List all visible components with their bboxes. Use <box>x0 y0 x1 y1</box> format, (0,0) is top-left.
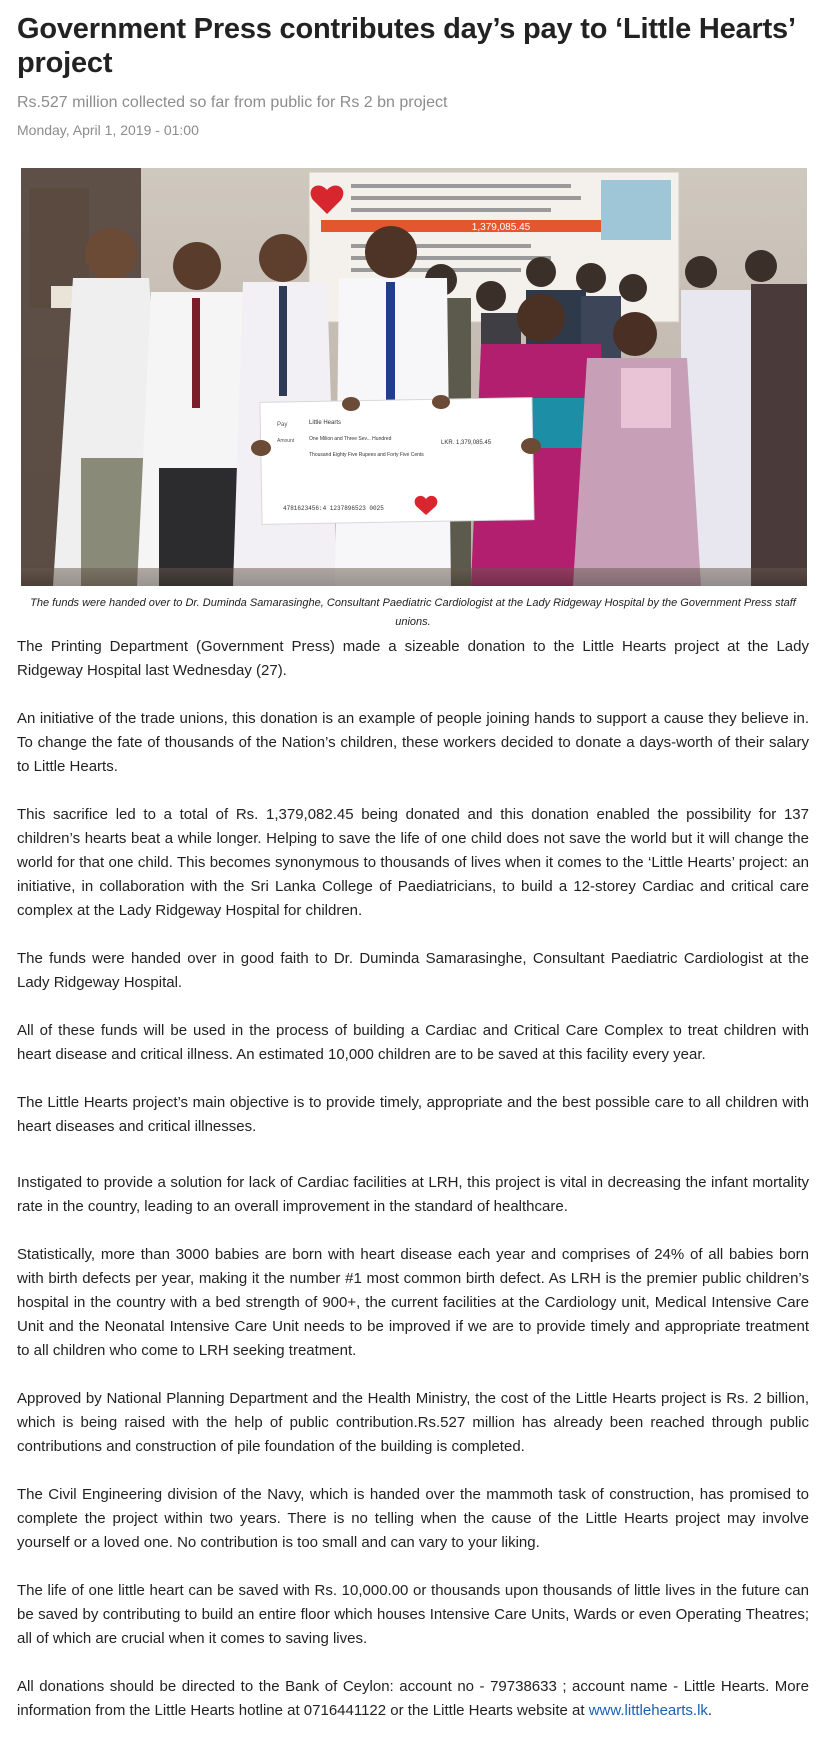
final-paragraph-end: . <box>707 1702 713 1719</box>
cheque-amount-label: Amount <box>277 438 295 444</box>
article-photo <box>21 168 807 586</box>
paragraph: The life of one little heart can be saved with Rs. 10,000.00 or thousands upon thousands of little lives in the future can be saved by contributing to build an entire floor which houses Intensive Care Units, Wards or even Operating Theatres; all of which are crucial when it comes to saving lives. <box>17 1582 809 1647</box>
paragraph: The Civil Engineering division of the Navy, which is handed over the mammoth task of construction, has promised to complete the project within two years. There is no telling when the cause of the Little Hearts project may involve yourself or a loved one. No contribution is too small and can vary to your liking. <box>17 1486 809 1551</box>
paragraph: This sacrifice led to a total of Rs. 1,379,082.45 being donated and this donation enabled the possibility for 137 children’s hearts beat a while longer. Helping to save the life of one child does not save the world but it will change the world for that one child. This becomes synonymous to thousands of lives when it comes to the ‘Little Hearts’ project: an initiative, in collaboration with the Sri Lanka College of Paediatricians, to build a 12-storey Cardiac and critical care complex at the Lady Ridgeway Hospital for children. <box>17 806 809 919</box>
article-subtitle: Rs.527 million collected so far from public for Rs 2 bn project <box>17 94 448 111</box>
paragraph: Statistically, more than 3000 babies are born with heart disease each year and comprises of 24% of all babies born with birth defects per year, making it the number #1 most common birth defect. As LRH is the premier public children’s hospital in the country with a bed strength of 900+, the current facilities at the Cardiology unit, Medical Intensive Care Unit and the Neonatal Intensive Care Unit needs to be improved if we are to provide timely and appropriate treatment to all children who come to LRH seeking treatment. <box>17 1246 809 1359</box>
final-paragraph-text: All donations should be directed to the Bank of Ceylon: account no - 79738633 ; account name - Little Hearts. More information from the Little Hearts hotline at 0716441122 or the Little Hearts website at <box>17 1678 809 1719</box>
article-date: Monday, April 1, 2019 - 01:00 <box>17 122 199 138</box>
photo-illustration <box>21 168 807 586</box>
paragraph: The Little Hearts project’s main objective is to provide timely, appropriate and the best possible care to all children with heart diseases and critical illnesses. <box>17 1094 809 1135</box>
paragraph-final <box>17 1675 809 1723</box>
paragraph: Instigated to provide a solution for lack of Cardiac facilities at LRH, this project is vital in decreasing the infant mortality rate in the country, leading to an overall improvement in the standard of healthcare. <box>17 1174 809 1215</box>
cheque-payee: Little Hearts <box>309 420 342 426</box>
website-link[interactable]: www.littlehearts.lk <box>588 1702 708 1719</box>
paragraph: The funds were handed over in good faith to Dr. Duminda Samarasinghe, Consultant Paediatric Cardiologist at the Lady Ridgeway Hospital. <box>17 950 809 991</box>
paragraph: The Printing Department (Government Press) made a sizeable donation to the Little Hearts project at the Lady Ridgeway Hospital last Wednesday (27). <box>17 638 809 679</box>
cheque-pay-label: Pay <box>277 422 288 428</box>
paragraph: An initiative of the trade unions, this donation is an example of people joining hands to support a cause they believe in. To change the fate of thousands of the Nation’s children, these workers decided to donate a days-worth of their salary to Little Hearts. <box>17 710 809 775</box>
cheque-amount-figure: LKR. 1,379,085.45 <box>441 440 492 446</box>
article-title: Government Press contributes day’s pay to ‘Little Hearts’ project <box>17 13 795 79</box>
cheque-micr: 4781623456:4 1237896523 0025 <box>283 505 384 512</box>
cheque-amount-words-2: Thousand Eighty Five Rupees and Forty Five Cents <box>309 452 424 458</box>
paragraph: Approved by National Planning Department and the Health Ministry, the cost of the Little Hearts project is Rs. 2 billion, which is being raised with the help of public contribution.Rs.527 million has already been reached through public contributions and construction of pile foundation of the building is completed. <box>17 1390 809 1455</box>
cheque-amount-words-1: One Milion and Three Sev... Hundred <box>309 436 392 442</box>
banner-figure: 1,379,085.45 <box>471 222 531 233</box>
paragraph: All of these funds will be used in the process of building a Cardiac and Critical Care Complex to treat children with heart disease and critical illness. An estimated 10,000 children are to be saved at this facility every year. <box>17 1022 809 1063</box>
photo-caption: The funds were handed over to Dr. Duminda Samarasinghe, Consultant Paediatric Cardiologist at the Lady Ridgeway Hospital by the Government Press staff unions. <box>30 597 796 628</box>
article-body <box>17 635 809 1723</box>
cheque <box>260 398 534 525</box>
